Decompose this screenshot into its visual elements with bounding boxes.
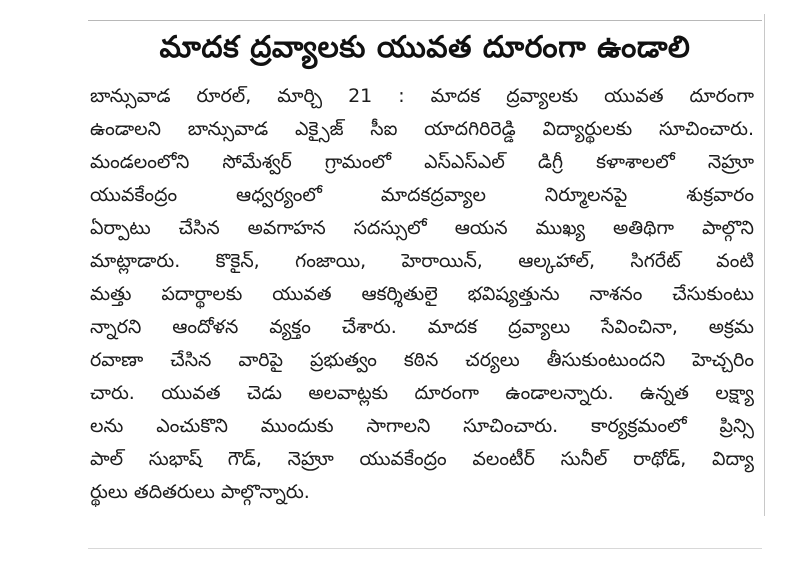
article-line: యువకేంద్రం ఆధ్వర్యంలో మాదకద్రవ్యాల నిర్మూలనపై శుక్రవారం <box>90 184 754 206</box>
article-line: రవాణా చేసిన వారిపై ప్రభుత్వం కఠిన చర్యలు తీసుకుంటుందని హెచ్చరిం <box>90 349 754 371</box>
bottom-border-rule <box>88 548 762 549</box>
article-line: ర్థులు తదితరులు పాల్గొన్నారు. <box>90 481 310 503</box>
article-headline: మాదక ద్రవ్యాలకు యువత దూరంగా ఉండాలి <box>159 30 691 65</box>
article-line: పాల్ సుభాష్ గౌడ్, నెహ్రూ యువకేంద్రం వలంటీర్ సునీల్ రాథోడ్, విద్యా <box>90 448 754 470</box>
column-divider-rule <box>764 14 765 516</box>
article-line: న్నారని ఆందోళన వ్యక్తం చేశారు. మాదక ద్రవ్యాలు సేవించినా, అక్రమ <box>90 316 754 338</box>
article-line: బాన్సువాడ రూరల్, మార్చి 21 : మాదక ద్రవ్యాలకు యువత దూరంగా <box>90 85 754 107</box>
top-border-rule <box>88 20 762 21</box>
article-line: లను ఎంచుకొని ముందుకు సాగాలని సూచించారు. కార్యక్రమంలో ప్రిన్సి <box>90 415 754 437</box>
article-line: మండలంలోని సోమేశ్వర్ గ్రామంలో ఎస్ఎస్ఎల్ డిగ్రీ కళాశాలలో నెహ్రూ <box>90 151 754 173</box>
article-line: చారు. యువత చెడు అలవాట్లకు దూరంగా ఉండాలన్నారు. ఉన్నత లక్ష్యా <box>90 382 754 404</box>
article-line: ఏర్పాటు చేసిన అవగాహన సదస్సులో ఆయన ముఖ్య అతిథిగా పాల్గొని <box>90 217 754 239</box>
article-line: మాట్లాడారు. కొకైన్, గంజాయి, హెరాయిన్, ఆల్కహాల్, సిగరేట్ వంటి <box>90 250 754 272</box>
article-line: ఉండాలని బాన్సువాడ ఎక్సైజ్ సీఐ యాదగిరిరెడ్డి విద్యార్థులకు సూచించారు. <box>90 118 754 140</box>
article-line: మత్తు పదార్థాలకు యువత ఆకర్శితులై భవిష్యత్తును నాశనం చేసుకుంటు <box>90 283 754 305</box>
article-body <box>90 80 754 509</box>
